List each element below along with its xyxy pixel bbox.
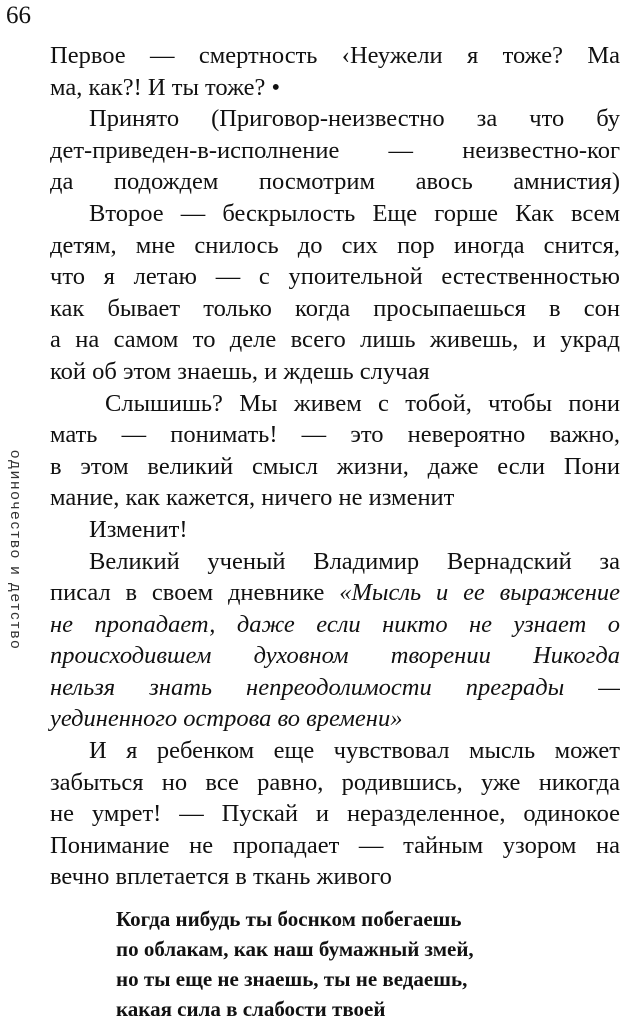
text-line: не умрет! — Пускай и неразделенное, одинокое: [50, 800, 620, 828]
text-line: дет-приведен-в-исполнение — неизвестно-ког: [50, 136, 620, 164]
text-line: кой об этом знаешь, и ждешь случая: [50, 357, 430, 385]
quote-line: нельзя знать непреодолимости преграды —: [50, 673, 620, 701]
quote-line: уединенного острова во времени»: [50, 705, 403, 733]
text-line: И я ребенком еще чувствовал мысль может: [89, 737, 620, 765]
text-line: Второе — бескрылость Еще горше Как всем: [89, 199, 620, 227]
text-line: Изменит!: [89, 515, 188, 543]
text-line: Первое — смертность ‹Неужели я тоже? Ма: [50, 42, 620, 69]
text-span: писал в своем дневнике: [50, 579, 340, 607]
running-section-title: одиночество и детство: [7, 450, 24, 651]
poem-line: но ты еще не знаешь, ты не ведаешь,: [116, 967, 468, 991]
poem-line: Когда нибудь ты боснком побегаешь: [116, 907, 462, 931]
text-line: мание, как кажется, ничего не изменит: [50, 484, 455, 512]
main-text: [50, 40, 620, 893]
text-line: да подождем посмотрим авось амнистия): [50, 168, 620, 196]
text-line: Понимание не пропадает — тайным узором на: [50, 831, 620, 859]
text-line: детям, мне снилось до сих пор иногда снится,: [50, 231, 620, 259]
quote-span: «Мысль и ее выражение: [339, 579, 620, 607]
text-line: забыться но все равно, родившись, уже никогда: [50, 768, 620, 796]
text-line: в этом великий смысл жизни, даже если Пони: [50, 452, 620, 480]
text-line: что я летаю — с упоительной естественностью: [50, 263, 620, 291]
text-line: вечно вплетается в ткань живого: [50, 863, 392, 891]
text-line: ма, как?! И ты тоже? •: [50, 73, 281, 101]
text-line: Великий ученый Владимир Вернадский за: [89, 547, 620, 575]
text-line: а на самом то деле всего лишь живешь, и украд: [50, 326, 620, 354]
text-line: [50, 577, 620, 609]
text-line: Слышишь? Мы живем с тобой, чтобы пони: [105, 389, 620, 417]
text-line: мать — понимать! — это невероятно важно,: [50, 421, 620, 449]
text-line: Принято (Приговор-неизвестно за что бу: [89, 105, 620, 133]
quote-line: не пропадает, даже если никто не узнает о: [50, 610, 620, 638]
poem-line: какая сила в слабости твоей: [116, 997, 386, 1021]
poem-epigraph: [116, 904, 596, 1024]
poem-line: по облакам, как наш бумажный змей,: [116, 937, 474, 961]
quote-line: происходившем духовном творении Никогда: [50, 642, 620, 670]
page-number: 66: [6, 2, 31, 29]
text-line: как бывает только когда просыпаешься в сон: [50, 294, 620, 322]
